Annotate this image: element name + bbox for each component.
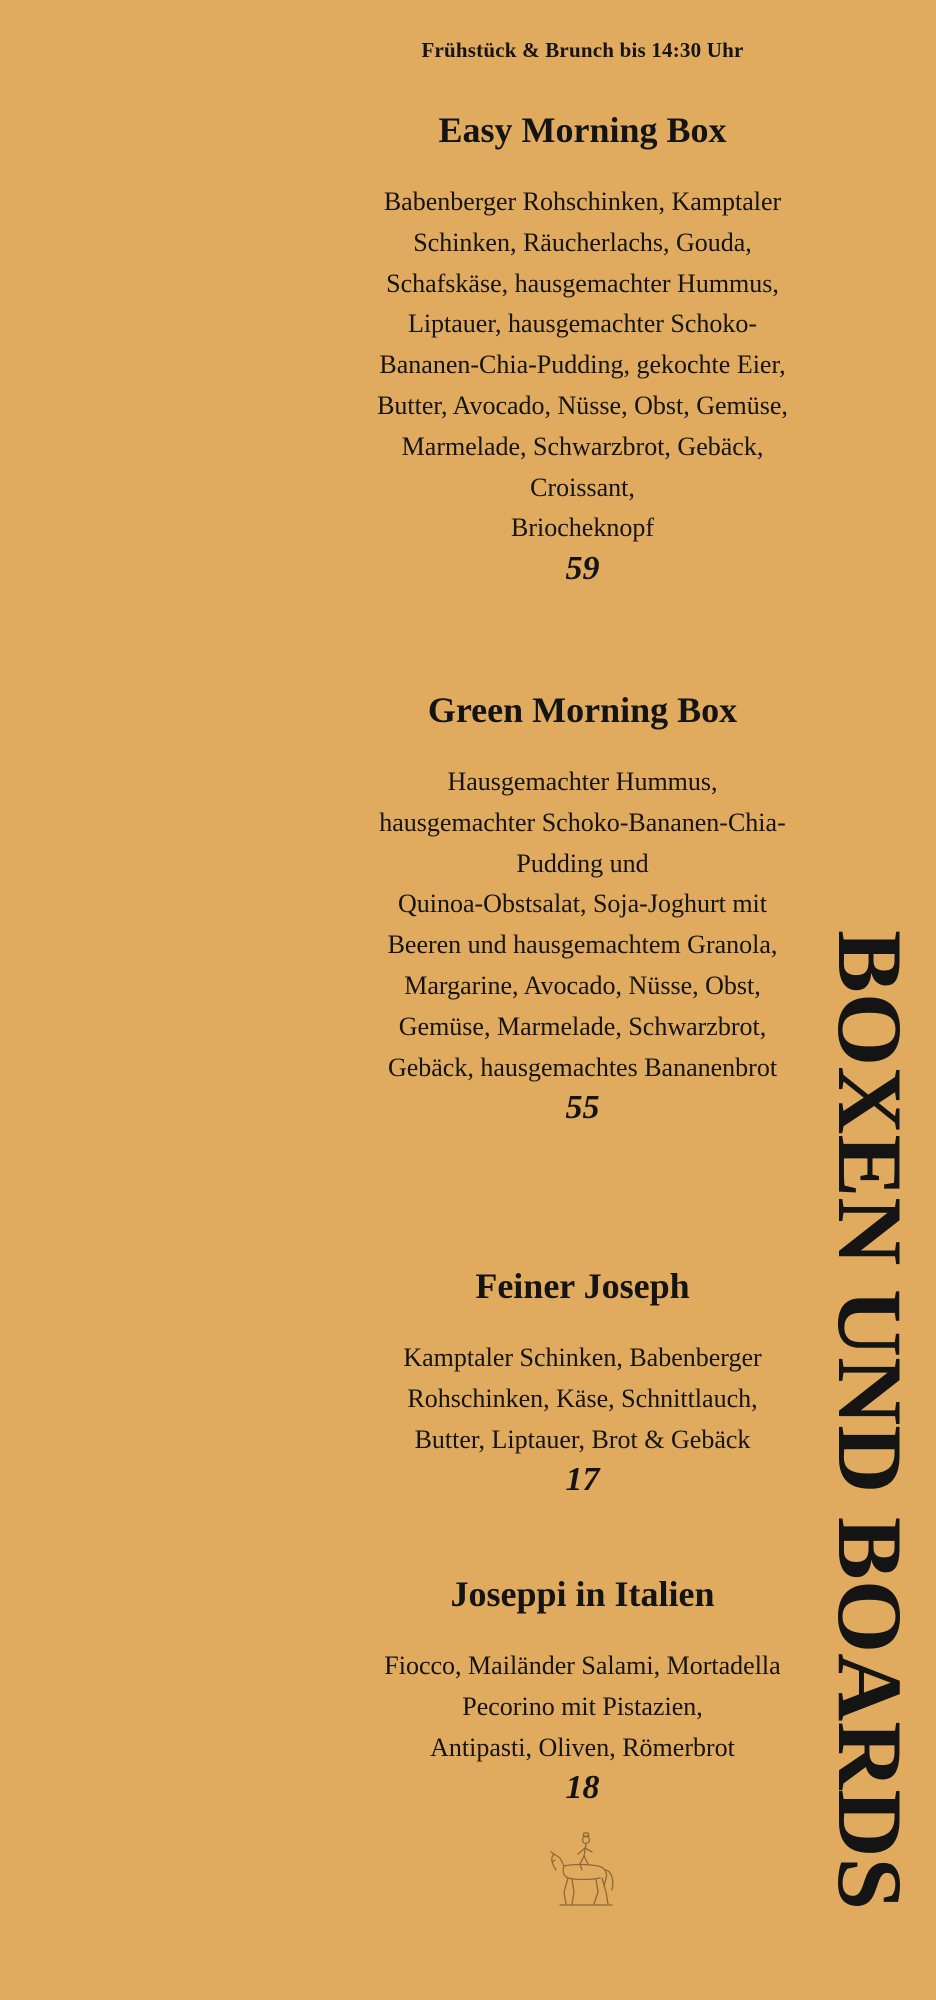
item-title: Green Morning Box bbox=[427, 690, 738, 730]
description-line: Gemüse, Marmelade, Schwarzbrot, bbox=[398, 1011, 767, 1041]
description-line: Bananen-Chia-Pudding, gekochte Eier, bbox=[379, 350, 786, 380]
item-description bbox=[335, 1646, 830, 1768]
item-title: Joseppi in Italien bbox=[450, 1574, 715, 1614]
item-title: Feiner Joseph bbox=[475, 1266, 690, 1306]
description-line: Liptauer, hausgemachter Schoko- bbox=[407, 309, 758, 339]
menu-item-green-morning-box bbox=[335, 688, 830, 1128]
description-line: Margarine, Avocado, Nüsse, Obst, bbox=[404, 970, 761, 1000]
description-line: Croissant, bbox=[530, 472, 635, 502]
description-line: Gebäck, hausgemachtes Bananenbrot bbox=[387, 1052, 778, 1082]
description-line: Schafskäse, hausgemachter Hummus, bbox=[386, 268, 779, 298]
side-heading bbox=[790, 920, 930, 1920]
item-price: 18 bbox=[565, 1769, 600, 1807]
item-price: 17 bbox=[565, 1461, 600, 1499]
description-line: Butter, Avocado, Nüsse, Obst, Gemüse, bbox=[377, 390, 788, 420]
menu-item-feiner-joseph bbox=[335, 1264, 830, 1500]
description-line: Marmelade, Schwarzbrot, Gebäck, bbox=[401, 431, 764, 461]
menu-item-joseppi-in-italien bbox=[335, 1572, 830, 1808]
description-line: Pudding und bbox=[516, 848, 649, 878]
description-line: Beeren und hausgemachtem Granola, bbox=[387, 930, 778, 960]
description-line: Babenberger Rohschinken, Kamptaler bbox=[383, 187, 782, 216]
description-line: Schinken, Räucherlachs, Gouda, bbox=[413, 227, 752, 257]
horse-rider-icon bbox=[542, 1830, 622, 1910]
description-line: Quinoa-Obstsalat, Soja-Joghurt mit bbox=[397, 889, 767, 919]
item-title: Easy Morning Box bbox=[438, 110, 727, 150]
item-price: 59 bbox=[565, 550, 600, 588]
description-line: Kamptaler Schinken, Babenberger bbox=[403, 1343, 762, 1372]
description-line: Butter, Liptauer, Brot & Gebäck bbox=[414, 1424, 751, 1454]
menu-item-easy-morning-box bbox=[335, 108, 830, 589]
item-price: 55 bbox=[565, 1089, 600, 1127]
item-description bbox=[335, 182, 830, 549]
description-line: Rohschinken, Käse, Schnittlauch, bbox=[407, 1383, 758, 1413]
menu-subtitle: Frühstück & Brunch bis 14:30 Uhr bbox=[421, 38, 744, 62]
item-description bbox=[335, 1338, 830, 1460]
item-description bbox=[335, 762, 830, 1088]
description-line: Hausgemachter Hummus, bbox=[447, 767, 718, 796]
side-heading-text: BOXEN UND BOARDS bbox=[818, 930, 921, 1886]
description-line: Pecorino mit Pistazien, bbox=[462, 1691, 703, 1721]
description-line: hausgemachter Schoko-Bananen-Chia- bbox=[379, 807, 786, 837]
description-line: Briocheknopf bbox=[511, 513, 654, 543]
description-line: Antipasti, Oliven, Römerbrot bbox=[430, 1732, 735, 1762]
description-line: Fiocco, Mailänder Salami, Mortadella bbox=[384, 1651, 781, 1680]
